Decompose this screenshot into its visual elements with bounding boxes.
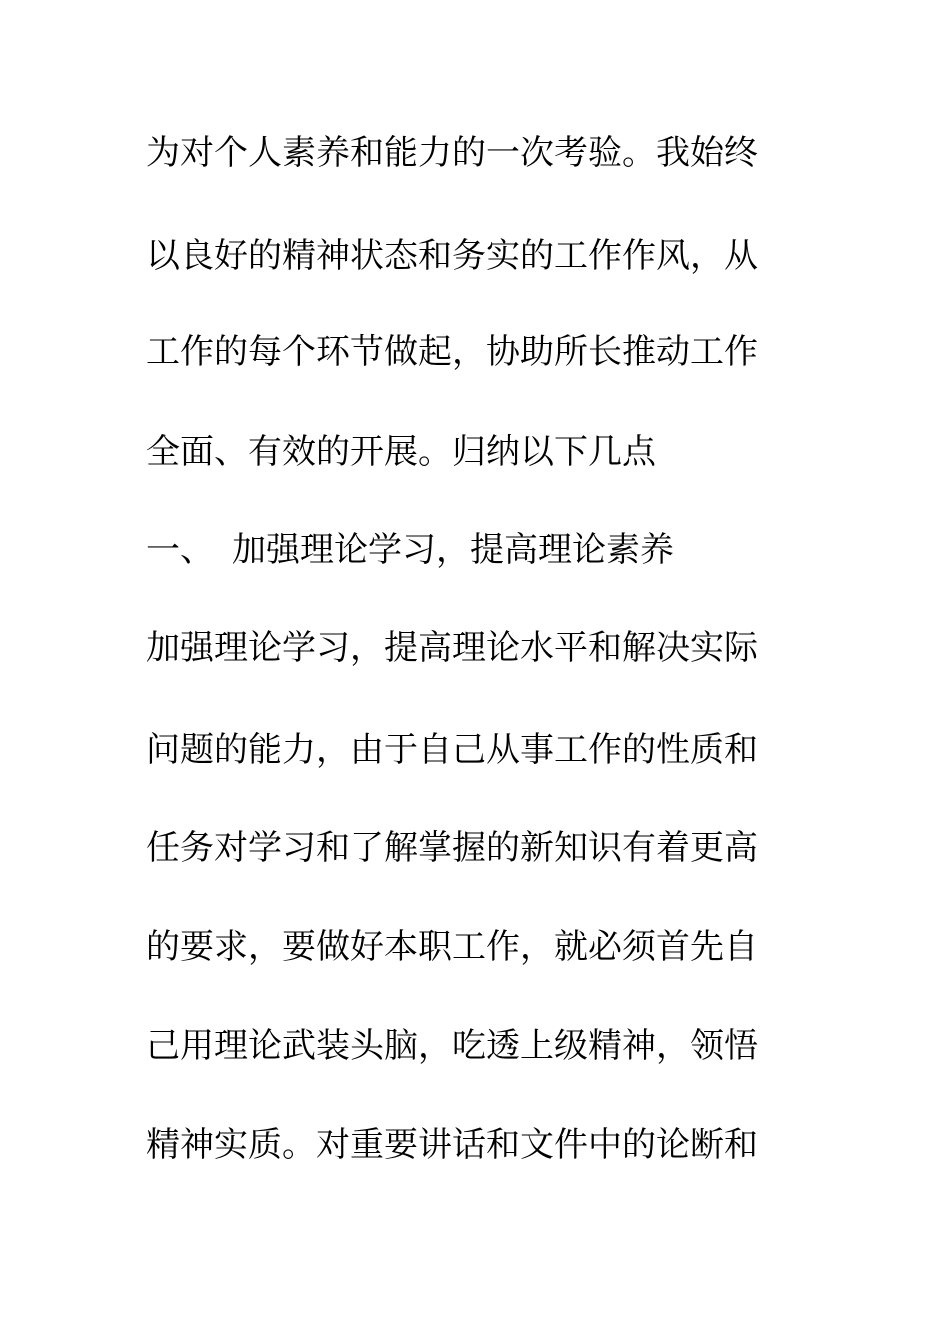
paragraph-line: 工作的每个环节做起，协助所长推动工作 xyxy=(146,332,758,372)
paragraph-line: 己用理论武装头脑，吃透上级精神，领悟 xyxy=(146,1026,758,1066)
paragraph-line: 加强理论学习，提高理论水平和解决实际 xyxy=(146,628,758,668)
paragraph-line: 以良好的精神状态和务实的工作作风，从 xyxy=(146,236,758,276)
paragraph-line: 问题的能力，由于自己从事工作的性质和 xyxy=(146,730,758,770)
section-heading xyxy=(146,525,806,575)
paragraph-line: 的要求，要做好本职工作，就必须首先自 xyxy=(146,927,758,967)
paragraph-line: 任务对学习和了解掌握的新知识有着更高 xyxy=(146,828,758,868)
section-heading-text: 加强理论学习，提高理论素养 xyxy=(232,530,674,570)
section-heading-marker: 一、 xyxy=(146,530,214,570)
paragraph-line: 精神实质。对重要讲话和文件中的论断和 xyxy=(146,1125,758,1165)
paragraph-line: 全面、有效的开展。归纳以下几点 xyxy=(146,432,656,472)
paragraph-line: 为对个人素养和能力的一次考验。我始终 xyxy=(146,133,758,173)
